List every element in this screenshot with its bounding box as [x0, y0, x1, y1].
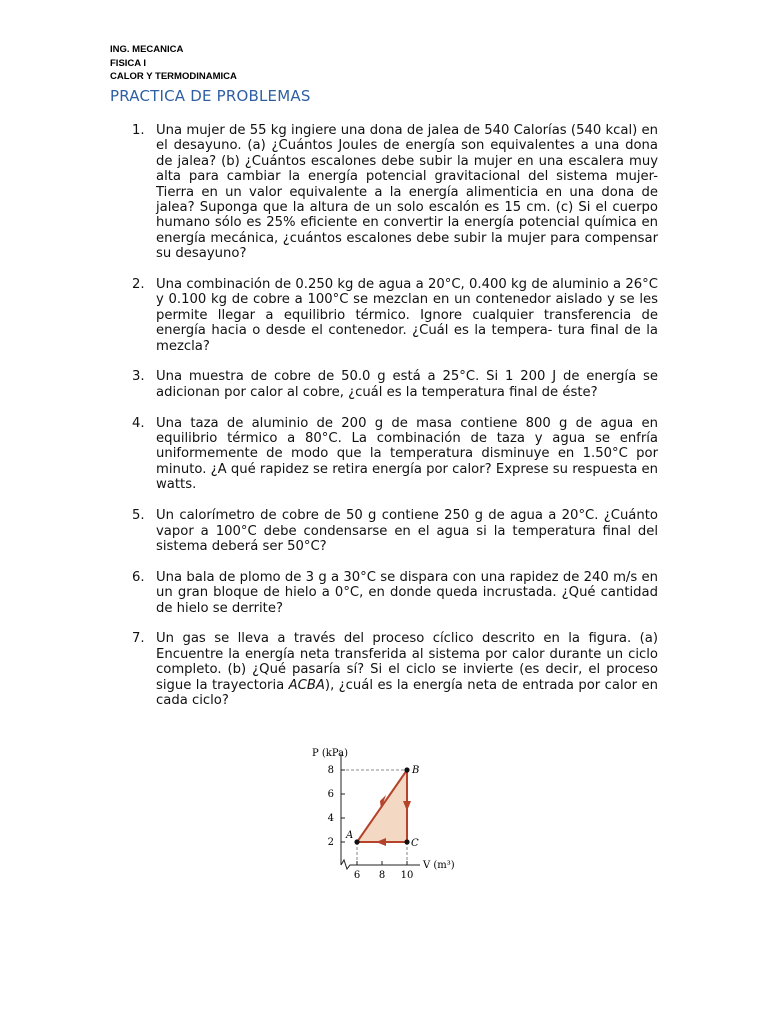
document-header — [110, 43, 237, 84]
problem-item — [110, 570, 658, 616]
x-axis-label: V (m³) — [423, 860, 455, 871]
point-c — [404, 839, 409, 844]
problem-text: Una combinación de 0.250 kg de agua a 20°C, 0.400 kg de aluminio a 26°C y 0.100 kg de cobre a 100°C se mezclan en un contenedor aislado y se les permite llegar a equilibrio térmico. Ignore cualquier transferencia de energía hacia o desde el contenedor. ¿Cuál es la tempera- tura final de la mezcla? — [156, 277, 658, 354]
problem-list — [110, 123, 658, 724]
problem-text-start: Un gas se lleva a través del proceso cíclico descrito en la figura. (a) Encuentre la energía neta transferida al sistema por calor durante un ciclo completo. (b) ¿Qué pasaría sí? Si el ciclo se invierte (es decir, el proceso sigue la trayectoria — [156, 631, 658, 693]
x-tick-label-8: 8 — [378, 870, 386, 881]
y-tick-label-8: 8 — [327, 765, 334, 776]
problem-number: 7. — [132, 631, 145, 647]
y-axis-label: P (kPa) — [312, 748, 349, 759]
problem-item — [110, 631, 658, 708]
problem-item — [110, 416, 658, 493]
point-label-b: B — [412, 765, 420, 776]
problem-number: 6. — [132, 569, 145, 585]
problem-number: 4. — [132, 415, 145, 431]
point-b — [404, 767, 409, 772]
page-title: PRACTICA DE PROBLEMAS — [110, 87, 311, 105]
x-tick-label-10: 10 — [400, 870, 414, 881]
problem-text: Una muestra de cobre de 50.0 g está a 25°C. Si 1 200 J de energía se adicionan por calor al cobre, ¿cuál es la temperatura final de éste? — [156, 369, 658, 400]
point-a — [354, 839, 359, 844]
y-tick-label-2: 2 — [327, 837, 334, 848]
problem-text: Una mujer de 55 kg ingiere una dona de jalea de 540 Calorías (540 kcal) en el desayuno. (a) ¿Cuántos Joules de energía son equivalentes a una dona de jalea? (b) ¿Cuántos escalones debe subir la mujer en una escalera muy alta para cambiar la energía potencial gravitacional del sistema mujer-Tierra en un valor equivalente a la energía alimenticia en una dona de jalea? Suponga que la altura de un solo escalón es 15 cm. (c) Si el cuerpo humano sólo es 25% eficiente en convertir la energía potencial química en energía mecánica, ¿cuántos escalones debe subir la mujer para compensar su desayuno? — [156, 123, 658, 262]
problem-item — [110, 123, 658, 262]
problem-item — [110, 277, 658, 354]
pv-diagram — [300, 742, 462, 882]
header-line-career: ING. MECANICA — [110, 44, 184, 55]
problem-number: 1. — [132, 123, 145, 138]
y-tick-label-6: 6 — [327, 789, 334, 800]
problem-number: 5. — [132, 508, 145, 524]
problem-text — [156, 631, 658, 708]
x-tick-label-6: 6 — [353, 870, 361, 881]
problem-item — [110, 508, 658, 554]
point-label-a: A — [346, 830, 354, 841]
header-line-course: FISICA I — [110, 57, 147, 69]
problem-item — [110, 369, 658, 400]
pv-cycle-figure — [300, 742, 462, 882]
problem-text: Una taza de aluminio de 200 g de masa contiene 800 g de agua en equilibrio térmico a 80°C. La combinación de taza y agua se enfría uniformemente de modo que la temperatura disminuye en 1.50°C por minuto. ¿A qué rapidez se retira energía por calor? Exprese su respuesta en watts. — [156, 415, 658, 493]
problem-number: 2. — [132, 277, 145, 293]
problem-text: Un calorímetro de cobre de 50 g contiene 250 g de agua a 20°C. ¿Cuánto vapor a 100°C debe condensarse en el agua si la temperatura final del sistema deberá ser 50°C? — [156, 508, 658, 554]
y-tick-label-4: 4 — [327, 813, 334, 824]
x-axis — [341, 860, 420, 869]
point-label-c: C — [411, 838, 419, 849]
problem-text-end: ), ¿cuál es la energía neta de entrada por calor en cada ciclo? — [156, 677, 658, 708]
path-name-italic: ACBA — [288, 677, 325, 693]
problem-text: Una bala de plomo de 3 g a 30°C se dispara con una rapidez de 240 m/s en un gran bloque de hielo a 0°C, en donde queda incrustada. ¿Qué cantidad de hielo se derrite? — [156, 569, 658, 616]
header-line-topic: CALOR Y TERMODINAMICA — [110, 71, 237, 82]
problem-number: 3. — [132, 369, 145, 385]
